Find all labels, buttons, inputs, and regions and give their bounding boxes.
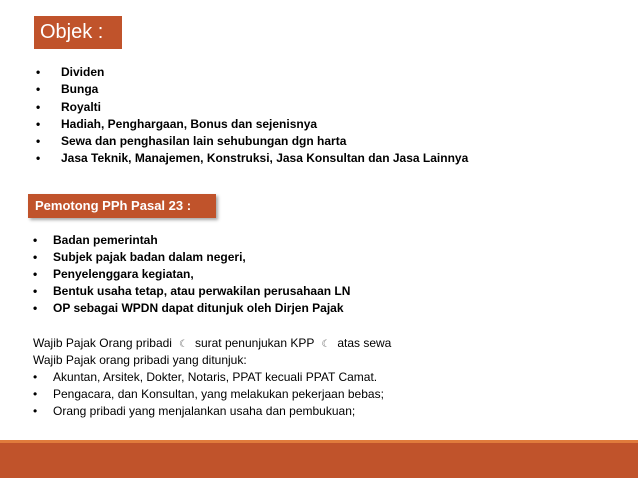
- footer-bar: [0, 443, 638, 478]
- wajib-list: [33, 369, 384, 420]
- list-item: • Royalti: [36, 99, 468, 116]
- list-item: • Bentuk usaha tetap, atau perwakilan perusahaan LN: [33, 283, 350, 300]
- wajib-line-1-part-2: surat penunjukan KPP: [194, 336, 315, 350]
- wajib-line-1-part-3: atas sewa: [337, 336, 392, 350]
- list-item: • Badan pemerintah: [33, 232, 350, 249]
- wajib-line-1-part-1: Wajib Pajak Orang pribadi: [33, 336, 172, 350]
- moon-icon: ☾: [321, 339, 331, 350]
- moon-icon: ☾: [178, 339, 188, 350]
- list-item: • Akuntan, Arsitek, Dokter, Notaris, PPAT kecuali PPAT Camat.: [33, 369, 384, 386]
- list-item: • Subjek pajak badan dalam negeri,: [33, 249, 350, 266]
- objek-title: Objek :: [34, 16, 122, 49]
- list-item: • Bunga: [36, 81, 468, 98]
- list-item: • Penyelenggara kegiatan,: [33, 266, 350, 283]
- list-item: • Sewa dan penghasilan lain sehubungan dgn harta: [36, 133, 468, 150]
- list-item: • Pengacara, dan Konsultan, yang melakukan pekerjaan bebas;: [33, 386, 384, 403]
- list-item: • Orang pribadi yang menjalankan usaha dan pembukuan;: [33, 403, 384, 420]
- pemotong-list: [33, 232, 350, 317]
- list-item: • OP sebagai WPDN dapat ditunjuk oleh Dirjen Pajak: [33, 300, 350, 317]
- list-item: • Hadiah, Penghargaan, Bonus dan sejenisnya: [36, 116, 468, 133]
- list-item: • Jasa Teknik, Manajemen, Konstruksi, Jasa Konsultan dan Jasa Lainnya: [36, 150, 468, 167]
- objek-list: [36, 64, 468, 168]
- wajib-line-1: [33, 335, 391, 353]
- pemotong-title: Pemotong PPh Pasal 23 :: [28, 194, 216, 218]
- list-item: • Dividen: [36, 64, 468, 81]
- wajib-line-2: Wajib Pajak orang pribadi yang ditunjuk:: [33, 353, 247, 367]
